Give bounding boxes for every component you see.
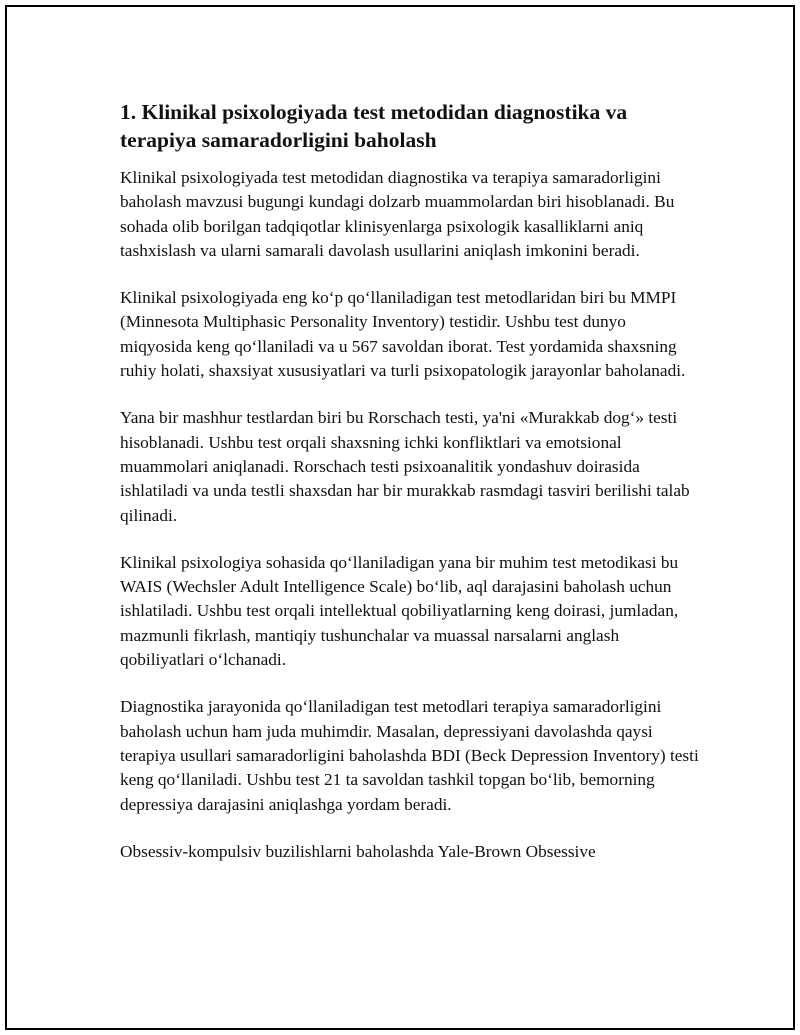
document-body	[120, 98, 700, 887]
paragraph-wais: Klinikal psixologiya sohasida qo‘llaniladigan yana bir muhim test metodikasi bu WAIS (Wechsler Adult Intelligence Scale) bo‘lib, aql darajasini baholash uchun ishlatiladi. Ushbu test orqali intellektual qobiliyatlarning keng doirasi, jumladan, mazmunli fikrlash, mantiqiy tushunchalar va muassal narsalarni anglash qobiliyatlari o‘lchanadi.	[120, 552, 679, 670]
paragraph-ocd: Obsessiv-kompulsiv buzilishlarni baholashda Yale-Brown Obsessive	[120, 841, 596, 861]
paragraph-rorschach: Yana bir mashhur testlardan biri bu Rorschach testi, ya'ni «Murakkab dog‘» testi hisoblanadi. Ushbu test orqali shaxsning ichki konfliktlari va emotsional muammolari aniqlanadi. Rorschach testi psixoanalitik yondashuv doirasida ishlatiladi va unda testli shaxsdan har bir murakkab rasmdagi tasviri berilishi talab qilinadi.	[120, 408, 690, 525]
paragraph-bdi: Diagnostika jarayonida qo‘llaniladigan test metodlari terapiya samaradorligini baholash uchun ham juda muhimdir. Masalan, depressiyani davolashda qaysi terapiya usullari samaradorligini baholashda BDI (Beck Depression Inventory) testi keng qo‘llaniladi. Ushbu test 21 ta savoldan tashkil topgan bo‘lib, bemorning depressiya darajasini aniqlashga yordam beradi.	[120, 697, 699, 814]
section-title: 1. Klinikal psixologiyada test metodidan diagnostika va terapiya samaradorligini baholash	[120, 100, 628, 152]
paragraph-intro: Klinikal psixologiyada test metodidan diagnostika va terapiya samaradorligini baholash mavzusi bugungi kundagi dolzarb muammolardan biri hisoblanadi. Bu sohada olib borilgan tadqiqotlar klinisyenlarga psixologik kasalliklarni aniq tashxislash va ularni samarali davolash usullarini aniqlash imkonini beradi.	[120, 168, 675, 260]
page-frame	[5, 5, 795, 1030]
paragraph-mmpi: Klinikal psixologiyada eng ko‘p qo‘llaniladigan test metodlaridan biri bu MMPI (Minnesota Multiphasic Personality Inventory) testidir. Ushbu test dunyo miqyosida keng qo‘llaniladi va u 567 savoldan iborat. Test yordamida shaxsning ruhiy holati, shaxsiyat xususiyatlari va turli psixopatologik jarayonlar baholanadi.	[120, 288, 686, 381]
